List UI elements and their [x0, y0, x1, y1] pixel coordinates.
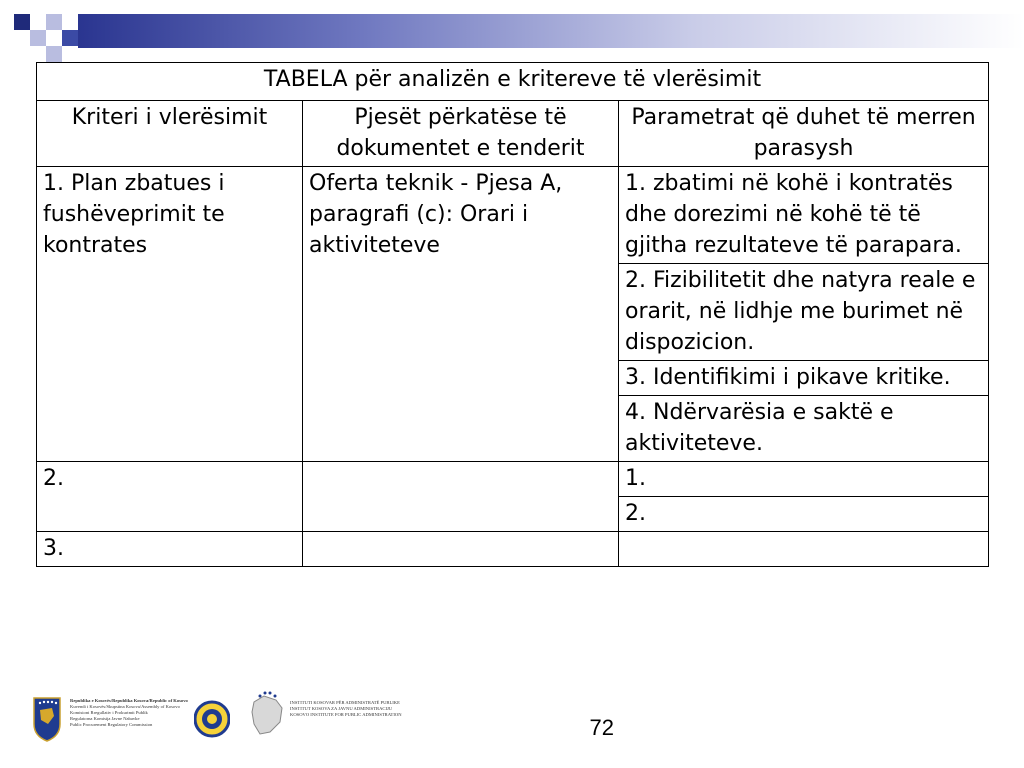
table-header-row: [37, 101, 989, 167]
decorative-square: [46, 46, 62, 62]
decorative-square: [30, 30, 46, 46]
criteria-cell: 3.: [37, 532, 303, 567]
parameter-cell: 3. Identifikimi i pikave kritike.: [619, 361, 989, 396]
parameter-cell: 1.: [619, 462, 989, 497]
footer-logos: [32, 690, 402, 750]
kosovo-map-icon: [248, 690, 288, 742]
tender-part-cell: Oferta teknik - Pjesa A, paragrafi (c): Orari i aktiviteteve: [303, 167, 619, 462]
decorative-square: [46, 14, 62, 30]
table-row: [37, 167, 989, 264]
logo-caption: [70, 698, 188, 728]
tender-part-cell: [303, 532, 619, 567]
parameter-cell: 2. Fizibilitetit dhe natyra reale e orarit, në lidhje me burimet në dispozicion.: [619, 264, 989, 361]
parameter-cell: 4. Ndërvarësia e saktë e aktiviteteve.: [619, 396, 989, 462]
kosovo-emblem-icon: [32, 696, 62, 742]
header-gradient-bar: [78, 14, 1024, 48]
table-row: [37, 532, 989, 567]
parameter-cell: 2.: [619, 497, 989, 532]
decorative-square: [14, 14, 30, 30]
header-parameters: Parametrat që duhet të merren parasysh: [619, 101, 989, 167]
tender-part-cell: [303, 462, 619, 532]
logo-caption-line: Republika e Kosovës/Republika Kosova/Republic of Kosovo: [70, 698, 188, 703]
logo-caption-line: Komisioni Rregullativ i Prokurimit Publik: [70, 710, 148, 715]
header-tender-parts: Pjesët përkatëse të dokumentet e tenderit: [303, 101, 619, 167]
decorative-square: [62, 30, 78, 46]
logo-caption-line: Kuvendi i Kosovës/Skupstina Kosova/Assembly of Kosovo: [70, 704, 180, 709]
header-criteria: Kriteri i vlerësimit: [37, 101, 303, 167]
parameter-cell: 1. zbatimi në kohë i kontratës dhe dorezimi në kohë të të gjitha rezultateve të parapara.: [619, 167, 989, 264]
logo-caption: [290, 700, 402, 718]
criteria-cell: 2.: [37, 462, 303, 532]
table-title: TABELA për analizën e kritereve të vlerësimit: [37, 63, 989, 101]
criteria-cell: 1. Plan zbatues i fushëveprimit te kontrates: [37, 167, 303, 462]
decorative-square: [30, 14, 46, 30]
logo-caption-line: INSTITUTI KOSOVAR PËR ADMINISTRATË PUBLIKE: [290, 700, 400, 705]
logo-caption-line: KOSOVO INSTITUTE FOR PUBLIC ADMINISTRATION: [290, 712, 402, 717]
logo-caption-line: Regulatorna Komisija Javne Nabavke: [70, 716, 140, 721]
table-title-row: [37, 63, 989, 101]
criteria-table: [36, 62, 989, 567]
table-row: [37, 462, 989, 497]
parameter-cell: [619, 532, 989, 567]
logo-caption-line: INSTITUT KOSOVA ZA JAVNU ADMINISTRACIJU: [290, 706, 393, 711]
page-number: 72: [589, 715, 614, 740]
logo-caption-line: Public Procurement Regulatory Commission: [70, 722, 153, 727]
seal-icon: [194, 696, 230, 742]
